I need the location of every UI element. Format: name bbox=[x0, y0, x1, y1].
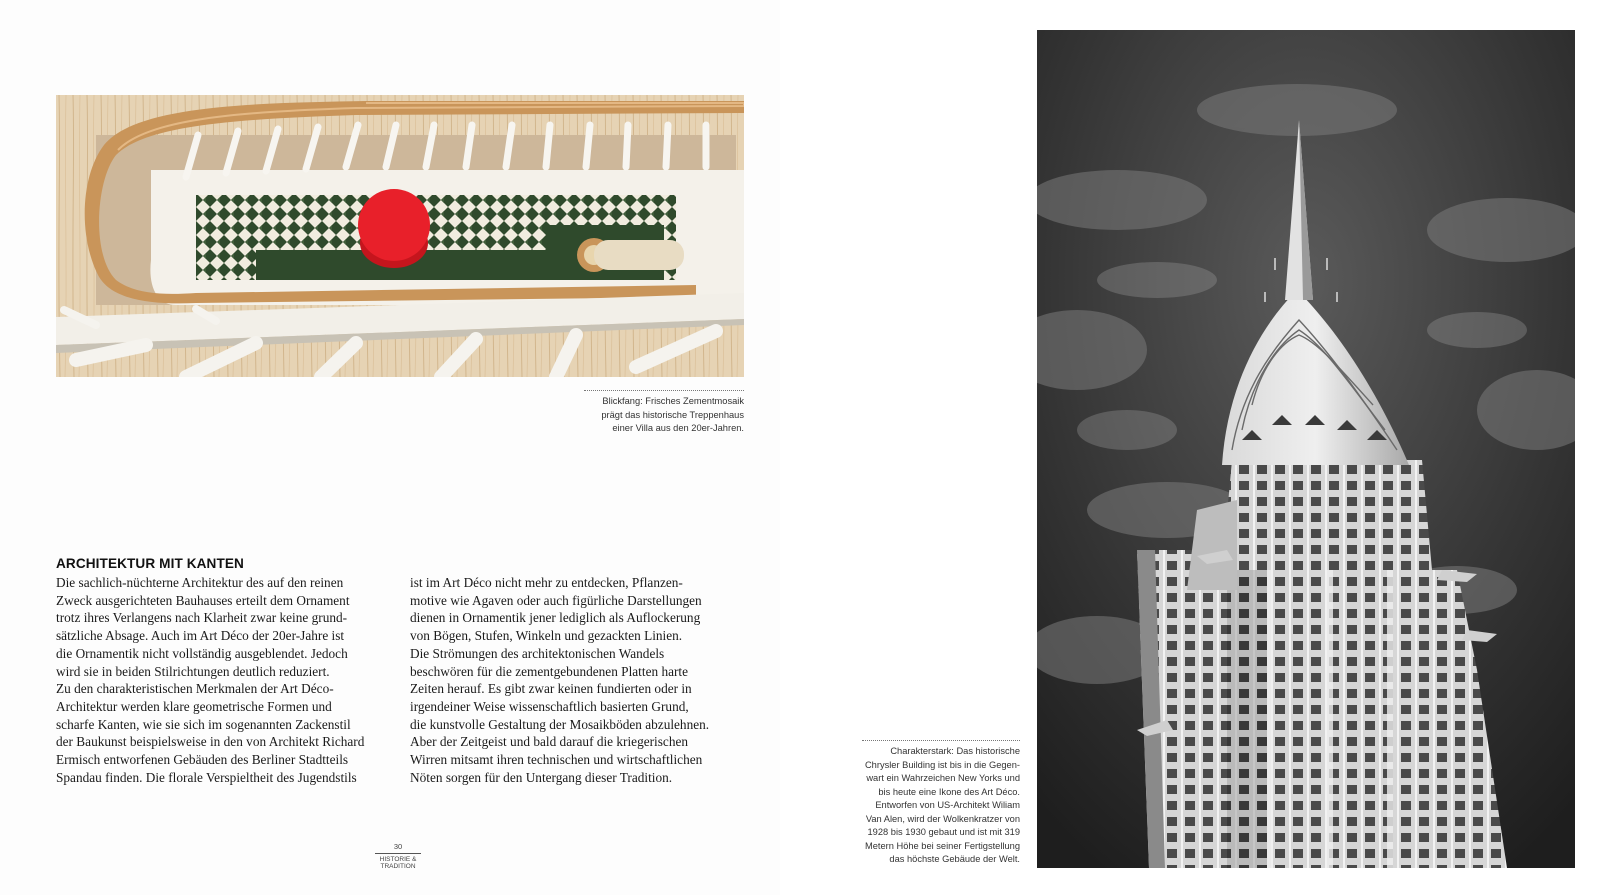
caption-line: Entworfen von US-Architekt Wiliam bbox=[875, 800, 1020, 810]
body-line: Wirren mitsamt ihren technischen und wirtschaftlichen bbox=[410, 752, 703, 768]
body-line: von Bögen, Stufen, Winkeln und gezackten Linien. bbox=[410, 628, 683, 644]
article-heading: ARCHITEKTUR MIT KANTEN bbox=[56, 556, 244, 571]
page-folio bbox=[368, 842, 428, 870]
caption-line: wart ein Wahrzeichen New Yorks und bbox=[866, 773, 1020, 783]
body-line: beschwören für die zementgebundenen Platten harte bbox=[410, 663, 689, 679]
body-line: motive wie Agaven oder auch figürliche Darstellungen bbox=[410, 592, 702, 608]
body-line: Zweck ausgerichteten Bauhauses erteilt dem Ornament bbox=[56, 592, 350, 608]
body-line: trotz ihres Verlangens nach Klarheit zwar keine grund- bbox=[56, 610, 348, 626]
body-line: Ermisch entworfenen Gebäuden des Berliner Stadtteils bbox=[56, 752, 349, 768]
body-line: Die Strömungen des architektonischen Wandels bbox=[410, 645, 665, 661]
folio-rule bbox=[375, 853, 421, 854]
caption-line: Metern Höhe bei seiner Fertigstellung bbox=[864, 840, 1020, 851]
body-line: Architektur werden klare geometrische Formen und bbox=[56, 698, 332, 714]
caption-rule bbox=[862, 740, 1020, 741]
caption-line: prägt das historische Treppenhaus bbox=[601, 409, 744, 420]
body-line: Zu den charakteristischen Merkmalen der Art Déco- bbox=[56, 681, 334, 697]
body-line: Aber der Zeitgeist und bald darauf die kriegerischen bbox=[410, 734, 689, 750]
body-line: die Ornamentik nicht vollständig ausgeblendet. Jedoch bbox=[56, 645, 348, 661]
caption-line: das höchste Gebäude der Welt. bbox=[889, 854, 1020, 864]
stairwell-caption bbox=[584, 390, 744, 436]
body-line: dienen in Ornamentik jener lediglich als Auflockerung bbox=[410, 610, 701, 626]
left-page bbox=[0, 0, 780, 895]
caption-line: Charakterstark: Das historische bbox=[890, 746, 1020, 756]
caption-line: Van Alen, wird der Wolkenkratzer von bbox=[865, 813, 1020, 824]
caption-line: Blickfang: Frisches Zementmosaik bbox=[602, 396, 744, 406]
caption-line: einer Villa aus den 20er-Jahren. bbox=[612, 423, 744, 433]
section-label: TRADITION bbox=[380, 863, 416, 870]
stairwell-photo bbox=[56, 95, 744, 377]
body-line: irgendeiner Weise wissenschaftlich basierten Grund, bbox=[410, 698, 689, 714]
caption-rule bbox=[584, 390, 744, 391]
caption-line: bis heute eine Ikone des Art Déco. bbox=[878, 786, 1020, 797]
body-column-2 bbox=[410, 574, 745, 786]
body-line: die kunstvolle Gestaltung der Mosaikböden abzulehnen. bbox=[410, 716, 710, 732]
chrysler-building-photo bbox=[1037, 30, 1575, 868]
caption-line: 1928 bis 1930 gebaut und ist mit 319 bbox=[867, 827, 1020, 837]
body-line: Nöten sorgen für den Untergang dieser Tradition. bbox=[410, 769, 673, 785]
body-line: sätzliche Absage. Auch im Art Déco der 20er-Jahre ist bbox=[56, 628, 345, 644]
body-line: ist im Art Déco nicht mehr zu entdecken, Pflanzen- bbox=[410, 575, 683, 590]
body-line: wird sie in beiden Stilrichtungen deutlich reduziert. bbox=[56, 663, 330, 679]
section-label: HISTORIE & bbox=[379, 856, 417, 863]
body-line: Die sachlich-nüchterne Architektur des auf den reinen bbox=[56, 575, 344, 590]
body-line: scharfe Kanten, wie sie sich im sogenannten Zackenstil bbox=[56, 716, 351, 732]
body-line: der Baukunst beispielsweise in den von Architekt Richard bbox=[56, 734, 365, 750]
body-line: Spandau finden. Die florale Verspieltheit des Jugendstils bbox=[56, 769, 357, 785]
page-number: 30 bbox=[393, 842, 403, 851]
caption-line: Chrysler Building ist bis in die Gegen- bbox=[864, 759, 1020, 770]
body-column-1 bbox=[56, 574, 391, 786]
chrysler-caption bbox=[862, 740, 1020, 867]
body-line: Zeiten herauf. Es gibt zwar keinen fundierten oder in bbox=[410, 681, 692, 697]
